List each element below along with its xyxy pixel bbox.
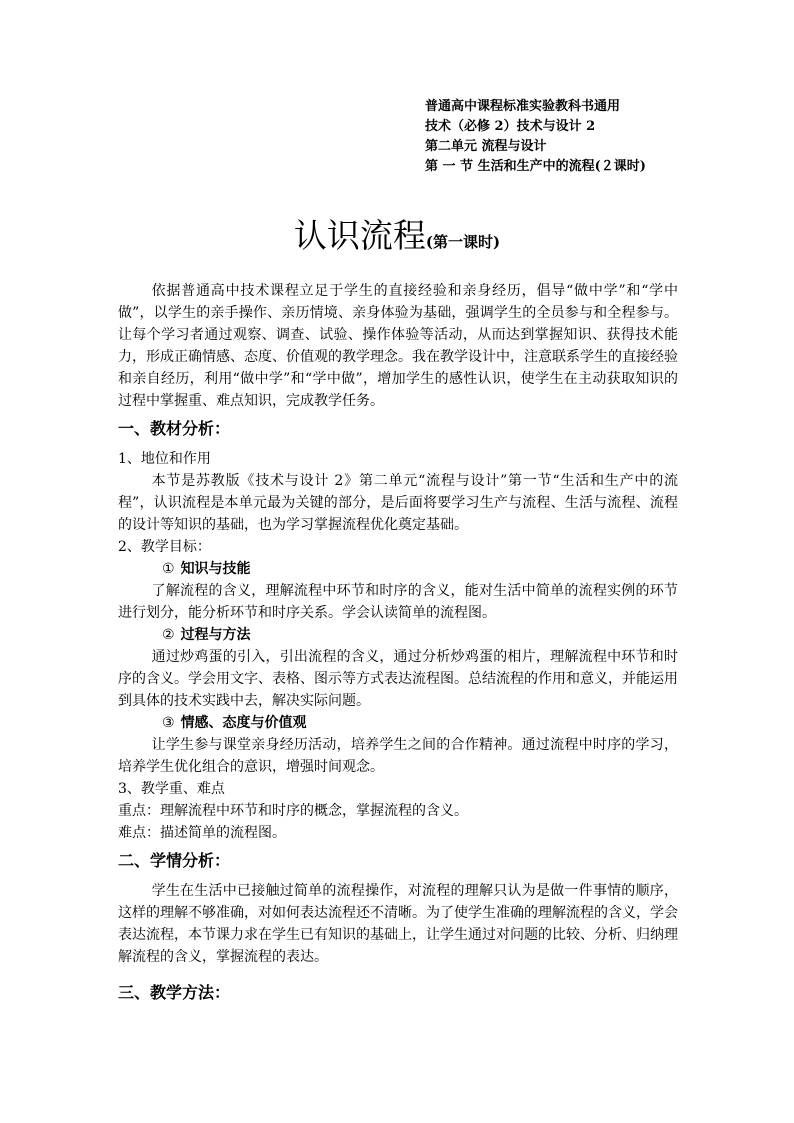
- goal-title: 情感、态度与价值观: [180, 715, 307, 731]
- item-title-key-points: 3、教学重、难点: [118, 781, 225, 797]
- goal-heading-emotion: [118, 712, 678, 734]
- header-line-unit: 第二单元 流程与设计: [425, 139, 547, 154]
- goal-number: ①: [162, 561, 175, 577]
- key-point-text: 重点：理解流程中环节和时序的概念，掌握流程的含义。: [118, 803, 468, 819]
- goal-number: ②: [162, 627, 175, 643]
- header-line-module: 技术（必修 2）技术与设计 2: [425, 119, 596, 134]
- course-header: [425, 97, 646, 177]
- section-heading-student-analysis: 二、学情分析：: [118, 851, 231, 870]
- goal-heading-knowledge: [118, 558, 678, 580]
- goal-title: 知识与技能: [180, 561, 251, 577]
- goal-heading-process: [118, 624, 678, 646]
- document-body: [118, 280, 678, 1012]
- item-title-position: 1、地位和作用: [118, 451, 211, 467]
- title-main: 认识流程: [293, 216, 426, 255]
- header-line-section: 第 一 节 生活和生产中的流程(２课时): [425, 159, 646, 174]
- item-text-position: 本节是苏教版《技术与设计 2》第二单元“流程与设计”第一节“生活和生产中的流程”，认识流程是本单元最为关键的部分，是后面将要学习生产与流程、生活与流程、流程的设计等知识的基础，也为学习掌握流程优化奠定基础。: [118, 473, 678, 533]
- goal-text-knowledge: 了解流程的含义，理解流程中环节和时序的含义，能对生活中简单的流程实例的环节进行划分，能分析环节和时序关系。学会认读简单的流程图。: [118, 583, 678, 621]
- goal-number: ③: [162, 715, 175, 731]
- goal-text-emotion: 让学生参与课堂亲身经历活动，培养学生之间的合作精神。通过流程中时序的学习，培养学生优化组合的意识，增强时间观念。: [118, 737, 678, 775]
- item-title-goals: 2、教学目标：: [118, 539, 211, 555]
- student-analysis-paragraph: 学生在生活中已接触过简单的流程操作，对流程的理解只认为是做一件事情的顺序，这样的理解不够准确，对如何表达流程还不清晰。为了使学生准确的理解流程的含义，学会表达流程，本节课力求在学生已有知识的基础上，让学生通过对问题的比较、分析、归纳理解流程的含义，掌握流程的表达。: [118, 883, 678, 965]
- intro-paragraph: 依据普通高中技术课程立足于学生的直接经验和亲身经历，倡导“做中学”和“学中做”，以学生的亲手操作、亲历情境、亲身体验为基础，强调学生的全员参与和全程参与。让每个学习者通过观察、调查、试验、操作体验等活动，从而达到掌握知识、获得技术能力，形成正确情感、态度、价值观的教学理念。我在教学设计中，注意联系学生的直接经验和亲自经历，利用“做中学”和“学中做”，增加学生的感性认识，使学生在主动获取知识的过程中掌握重、难点知识，完成教学任务。: [118, 283, 678, 409]
- goal-text-process: 通过炒鸡蛋的引入，引出流程的含义，通过分析炒鸡蛋的相片，理解流程中环节和时序的含义。学会用文字、表格、图示等方式表达流程图。总结流程的作用和意义，并能运用到具体的技术实践中去，解决实际问题。: [118, 649, 678, 709]
- section-heading-textbook-analysis: 一、教材分析：: [118, 419, 231, 438]
- difficult-point-text: 难点：描述简单的流程图。: [118, 825, 286, 841]
- goal-title: 过程与方法: [180, 627, 251, 643]
- title-sub: (第一课时): [425, 233, 501, 251]
- header-line-textbook: 普通高中课程标准实验教科书通用: [425, 99, 621, 114]
- page-title: [0, 210, 794, 257]
- section-heading-teaching-method: 三、教学方法：: [118, 983, 231, 1002]
